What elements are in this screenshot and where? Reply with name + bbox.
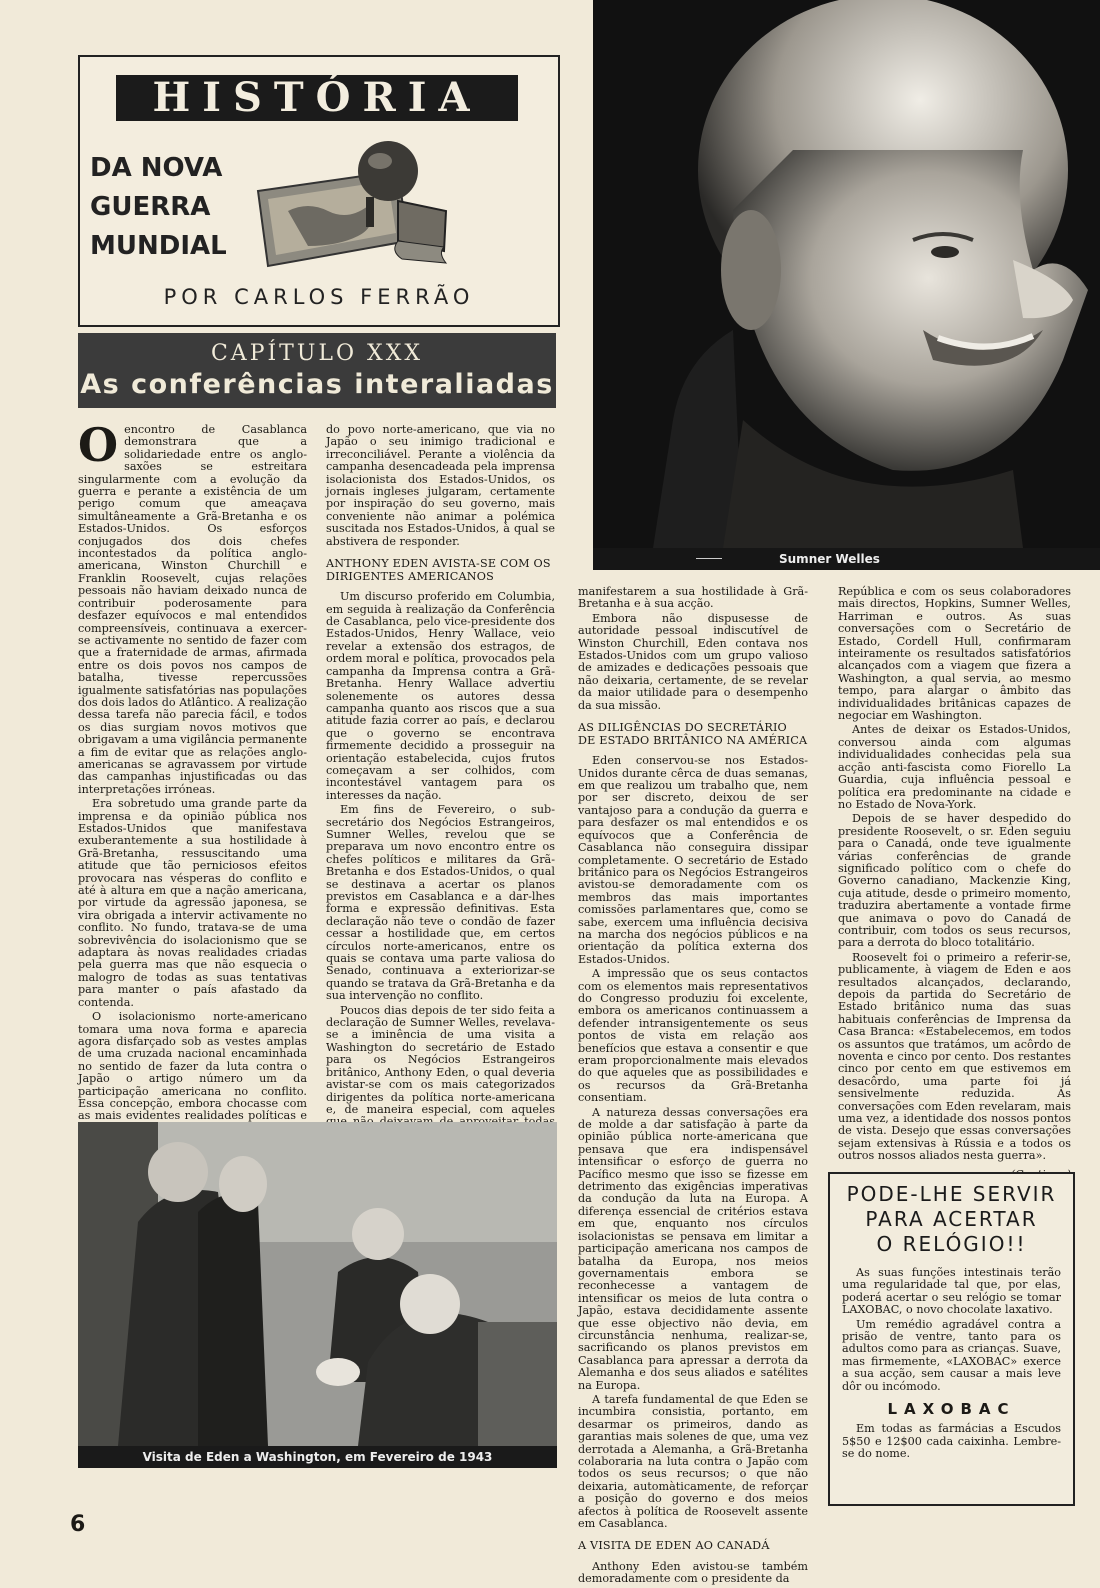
portrait-caption — [593, 548, 1100, 570]
photo-eden-visit-washington — [78, 1122, 557, 1446]
paragraph: Poucos dias depois de ter sido feita a declaração de Sumner Welles, revelava-se a iminência de uma visita a Washington do secretário de Estado para os Negócios Estrangeiros britânico, Anthony Eden, o qual deveria avistar-se com os mais categorizados dirigentes da política norte-americana e, de maneira especial, com aqueles — [326, 1003, 555, 1116]
ad-paragraph: Um remédio agradável contra a prisão de ventre, tanto para os adultos como para as crianças. Suave, mas firmemente, «LAXOBAC» exerce a sua acção, sem causar a mais leve dôr ou incómodo. — [842, 1317, 1061, 1393]
series-title: HISTÓRIA — [116, 75, 518, 121]
series-title-box — [78, 55, 560, 327]
paragraph: Depois de se haver despedido do presidente Roosevelt, o sr. Eden seguiu para o Canadá, onde teve igualmente várias conferências de grande significado político com o chefe do Governo canadiano, Mackenzie King, cuja atitude, desde o primeiro momento, traduzira abertamente a vontade firme que animava o povo do Canadá de contribuir, com todos os seus recursos, para a derrota do bloco totalitário. — [838, 812, 1071, 950]
subtitle-line-2: GUERRA — [90, 192, 211, 222]
section-heading: AS DILIGÊNCIAS DO SECRETÁRIO DE ESTADO BRITÂNICO NA AMÉRICA — [578, 721, 808, 747]
dropcap-letter: O — [78, 418, 119, 472]
paragraph: Um discurso proferido em Columbia, em seguida à realização da Conferência de Casablanca, pelo vice-presidente dos Estados-Unidos, Henry Wallace, veio revelar a extensão dos estragos, de ordem moral e política, provocados pela campanha da Imprensa contra a Grã-Bretanha. Henry Wallace advertiu solenemente os autores dessa campanha quanto aos riscos que a sua atitude fazia correr ao país, e declarou que o governo se encontrava firmemente decidido a prosseguir na orientação estabelecida, cujos frutos começavam a ser colhidos, com incontestável vantagem para os interesses da nação. — [326, 590, 555, 802]
portrait-illustration — [593, 0, 1100, 548]
ad-headline — [830, 1182, 1073, 1257]
paragraph: A tarefa fundamental de que Eden se incumbira consistia, portanto, em desarmar os primeiros, dando as garantias mais solenes de que, uma vez derrotada a Alemanha, a Grã-Bretanha colaboraria na luta contra o Japão com todos os seus recursos; o que não deixaria, automàticamente, de reforçar a posição do governo e dos meios afectos à política de Roosevelt assente em Casablanca. — [578, 1392, 808, 1531]
photo-illustration — [78, 1122, 557, 1446]
section-heading: ANTHONY EDEN AVISTA-SE COM OS DIRIGENTES AMERICANOS — [326, 557, 551, 583]
subtitle-line-3: MUNDIAL — [90, 231, 227, 261]
paragraph: O isolacionismo norte-americano tomara uma nova forma e aparecia agora disfarçado sob as vestes amplas de uma cruzada nacional encaminhada no sentido de fazer da luta contra o Japão o artigo número um da participação americana no conflito. Essa concepção, embora chocasse com as mais evidentes realidades políticas e — [78, 1010, 307, 1123]
globe-and-map-illustration — [248, 131, 448, 281]
ad-paragraph: As suas funções intestinais terão uma regularidade tal que, por elas, poderá acertar o seu relógio se tomar LAXOBAC, o novo chocolate laxativo. — [842, 1266, 1061, 1317]
series-subtitle — [90, 149, 227, 266]
paragraph: República e com os seus colaboradores mais directos, Hopkins, Sumner Welles, Harriman e outros. As suas conversações com o Secretário de Estado, Cordell Hull, confirmaram inteiramente os resultados satisfatórios alcançados com a viagem que fizera a Washington, a qual servia, ao mesmo tempo, para alargar o âmbito das individualidades britânicas capazes de negociar em Washington. — [838, 585, 1071, 723]
photo-caption: Visita de Eden a Washington, em Fevereiro de 1943 — [78, 1446, 557, 1468]
subtitle-line-1: DA NOVA — [90, 153, 223, 183]
article-column-2 — [326, 424, 555, 1143]
ad-paragraph: Em todas as farmácias a Escudos 5$50 e 12$00 cada caixinha. Lembre-se do nome. — [842, 1422, 1061, 1461]
article-column-4 — [838, 586, 1071, 1181]
ad-headline-line-3: O RELÓGIO!! — [876, 1232, 1027, 1256]
chapter-number: CAPÍTULO XXX — [210, 341, 424, 366]
paragraph: manifestarem a sua hostilidade à Grã-Bretanha e à sua acção. — [578, 585, 808, 611]
article-column-1 — [78, 418, 307, 1212]
paragraph: Antes de deixar os Estados-Unidos, conversou ainda com algumas individualidades conhecidas pela sua acção anti-fascista como Fiorello La Guardia, cuja influência pessoal e política era predominante na cidade e no Estado de Nova-York. — [838, 723, 1071, 811]
paragraph: Embora não dispusesse de autoridade pessoal indiscutível de Winston Churchill, Eden contava nos Estados-Unidos com um grupo valioso de amizades e dedicações pessoais que não deixaria, certamente, de se revelar da maior utilidade para o desempenho da sua missão. — [578, 611, 808, 712]
paragraph: Anthony Eden avistou-se também demoradamente com o presidente da — [578, 1560, 808, 1586]
ad-headline-line-2: PARA ACERTAR — [865, 1207, 1038, 1231]
ad-headline-line-1: PODE-LHE SERVIR — [846, 1182, 1057, 1206]
paragraph: A natureza dessas conversações era de molde a dar satisfação à parte da opinião pública norte-americana que pensava que era indispensável intensificar o esforço de guerra no Pacífico mesmo que isso se fizesse em detrimento das exigências imperativas da condução da luta na Europa. A diferença essencial de critérios estava em que, enquanto nos círculos isolacionistas se pensava em limitar a participação americana nos campos de batalha da Europa, nos meios governamentais embora se reconhecesse a vantagem de intensificar os meios de luta contra o Japão, estava decididamente assente que esse objectivo não devia, em circunstância nenhuma, realizar-se, sacrificando os planos previstos em Casablanca para apressar a derrota da Alemanha e dos seus aliados e satélites na Europa. — [578, 1105, 808, 1392]
series-author: POR CARLOS FERRÃO — [163, 285, 475, 309]
portrait-caption-text: Sumner Welles — [779, 552, 880, 566]
paragraph: do povo norte-americano, que via no Japão o seu inimigo tradicional e irreconciliável. Perante a violência da campanha desencadeada pela imprensa isolacionista dos Estados-Unidos, os jornais ingleses julgaram, certamente por inspiração do seu governo, mais conveniente não animar a polémica suscitada nos Estados-Unidos, à qual se abstivera de responder. — [326, 423, 555, 548]
paragraph: encontro de Casablanca demonstrara que a solidariedade entre os anglo-saxões se estreitara singularmente com a evolução da guerra e perante a existência de um perigo comum que ameaçava simultâneamente a Grã-Bretanha e os Estados-Unidos. Os esforços conjugados dos dois chefes incontestados da política anglo-americana, Winston Churchill e Franklin Roosevelt, cujas relações pessoais não haviam deixado nunca de contribuir poderosamente para desfazer equívocos e mal entendidos compreensíveis, continuava a exercer-se activamente no sentido de fazer com que a fraternidade de armas, afirmada entre os dois povos nos campos de batalha, tivesse repercussões igualmente satisfatórias nas populações dos dois lados do Atlântico. A realização dessa tarefa não parecia fácil, e todos os dias surgiam novos motivos que obrigavam a uma vigilância permanente a fim de evitar que as relações anglo-americanas se agravassem por virtude das campanhas injustificadas ou das interpretações irróneas. — [78, 423, 307, 796]
chapter-title: As conferências interaliadas — [80, 369, 554, 400]
ad-brand-name: LAXOBAC — [887, 1400, 1016, 1419]
portrait-photo-sumner-welles — [593, 0, 1100, 548]
caption-rule — [696, 558, 722, 559]
laxobac-advertisement — [828, 1172, 1075, 1506]
chapter-banner — [78, 333, 556, 408]
paragraph: A impressão que os seus contactos com os elementos mais representativos do Congresso produziu foi excelente, embora os americanos continuassem a defender intransigentemente os seus pontos de vista em relação aos benefícios que estava a consentir e que eram proporcionalmente mais elevados do que aqueles que as possibilidades e os recursos da Grã-Bretanha consentiam. — [578, 967, 808, 1105]
article-column-3 — [578, 586, 808, 1588]
page-number: 6 — [70, 1512, 86, 1537]
paragraph: Roosevelt foi o primeiro a referir-se, publicamente, à viagem de Eden e aos resultados alcançados, declarando, depois da partida do Secretário de Estado britânico numa das suas habituais conferências de Imprensa da Casa Branca: «Estabelecemos, em todos os assuntos que tratámos, um acôrdo de noventa e cinco por cento. Dos restantes cinco por cento em que estivemos em desacôrdo, uma parte foi já sensivelmente reduzida. As conversações com Eden revelaram, mais uma vez, a identidade dos nossos pontos de vista. Desejo que essas conversações sejam extensivas à Rússia e a todos os outros nossos aliados nesta guerra». — [838, 950, 1071, 1163]
section-heading: A VISITA DE EDEN AO CANADÁ — [578, 1539, 770, 1553]
paragraph: Eden conservou-se nos Estados-Unidos durante cêrca de duas semanas, em que realizou um trabalho que, nem por ser discreto, deixou de ser vantajoso para a condução da guerra e para desfazer os mal entendidos e os equívocos que a Conferência de Casablanca não conseguira dissipar completamente. O secretário de Estado britânico para os Negócios Estrangeiros avistou-se demoradamente com os membros das mais importantes comissões parlamentares que, como se sabe, exercem uma influência decisiva na marcha dos negócios públicos e na orientação da política externa dos Estados-Unidos. — [578, 754, 808, 966]
paragraph: Era sobretudo uma grande parte da imprensa e da opinião pública nos Estados-Unidos que manifestava exuberantemente a sua hostilidade à Grã-Bretanha, ressuscitando uma atitude que tão perniciosos efeitos provocara nas vésperas do conflito e até à altura em que a nação americana, por virtude da agressão japonesa, se vira obrigada a intervir activamente no conflito. No fundo, tratava-se de uma sobrevivência do isolacionismo que se adaptara às novas realidades criadas pela guerra mas que não esquecia o malogro de todas as suas tentativas para manter o país afastado da contenda. — [78, 797, 307, 1009]
ad-body — [830, 1267, 1073, 1461]
paragraph: Em fins de Fevereiro, o sub-secretário dos Negócios Estrangeiros, Sumner Welles, revelou que se preparava um novo encontro entre os chefes políticos e militares da Grã-Bretanha e dos Estados-Unidos, o qual se destinava a acertar os planos previstos em Casablanca e a dar-lhes forma e expressão definitivas. Esta declaração não teve o condão de fazer cessar a hostilidade que, em certos círculos norte-americanos, entre os quais se contava uma parte valiosa do Senado, continuava a exteriorizar-se quando se tratava da Grã-Bretanha e da sua intervenção no conflito. — [326, 803, 555, 1003]
